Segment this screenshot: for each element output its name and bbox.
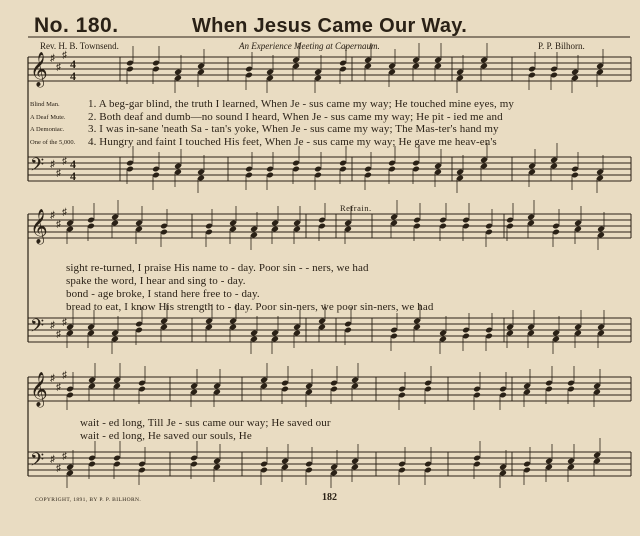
hymn-title: When Jesus Came Our Way.: [192, 15, 468, 37]
lyric-line: wait - ed long, He saved our souls, He: [80, 430, 252, 442]
time-signature: 4: [70, 157, 76, 171]
sharp-sign: ♯: [56, 463, 61, 474]
lyric-line: 3. I was in-sane 'neath Sa - tan's yoke, When Je - sus came my way; The Mas-ter's hand my: [88, 123, 499, 135]
time-signature: 4: [70, 169, 76, 183]
sharp-sign: ♯: [62, 451, 67, 462]
sharp-sign: ♯: [62, 317, 67, 328]
lyric-line: 1. A beg-gar blind, the truth I learned, When Je - sus came my way; He touched mine eyes, my: [88, 98, 514, 110]
sharp-sign: ♯: [50, 53, 55, 64]
sharp-sign: ♯: [62, 207, 67, 218]
sharp-sign: ♯: [56, 62, 61, 73]
verse-label: A Deaf Mute.: [30, 114, 66, 121]
sharp-sign: ♯: [56, 168, 61, 179]
verse-label: A Demoniac.: [30, 126, 65, 133]
sharp-sign: ♯: [62, 50, 67, 61]
time-signature: 4: [70, 57, 76, 71]
sharp-sign: ♯: [56, 219, 61, 230]
bass-clef: 𝄢: [30, 155, 45, 180]
treble-clef: 𝄞: [30, 209, 48, 244]
sharp-sign: ♯: [50, 373, 55, 384]
lyric-line: bond - age broke, I stand here free to - day.: [66, 288, 260, 300]
hymn-number: No. 180.: [34, 14, 119, 37]
lyric-line: wait - ed long, Till Je - sus came our way; He saved our: [80, 417, 331, 429]
sharp-sign: ♯: [62, 370, 67, 381]
sharp-sign: ♯: [50, 454, 55, 465]
sharp-sign: ♯: [50, 320, 55, 331]
copyright-notice: COPYRIGHT, 1891, BY P. P. BILHORN.: [35, 497, 142, 503]
lyric-line: sight re-turned, I praise His name to - day. Poor sin - - ners, we had: [66, 262, 369, 274]
lyric-line: 4. Hungry and faint I touched His feet, When Je - sus came my way; He gave me heav-en's: [88, 136, 497, 148]
time-signature: 4: [70, 69, 76, 83]
verse-label: Blind Man.: [30, 101, 60, 108]
treble-clef: 𝄞: [30, 372, 48, 407]
sharp-sign: ♯: [62, 156, 67, 167]
lyric-line: bread to eat, I know His strength to - day. Poor sin-ners, we poor sin-ners, we had: [66, 301, 434, 313]
treble-clef: 𝄞: [30, 52, 48, 87]
bass-clef: 𝄢: [30, 316, 45, 341]
page-number: 182: [322, 492, 337, 503]
composer-credit: P. P. Bilhorn.: [538, 41, 585, 51]
lyric-line: spake the word, I hear and sing to - day.: [66, 275, 246, 287]
author-credit: Rev. H. B. Townsend.: [40, 41, 119, 51]
sharp-sign: ♯: [50, 210, 55, 221]
sharp-sign: ♯: [56, 382, 61, 393]
lyric-line: 2. Both deaf and dumb—no sound I heard, When Je - sus came my way; He pit - ied me and: [88, 111, 503, 123]
sharp-sign: ♯: [56, 329, 61, 340]
verse-label: One of the 5,000.: [30, 139, 76, 146]
refrain-label: Refrain.: [340, 203, 372, 213]
bass-clef: 𝄢: [30, 450, 45, 475]
hymn-subtitle: An Experience Meeting at Capernaum.: [239, 41, 380, 51]
sharp-sign: ♯: [50, 159, 55, 170]
